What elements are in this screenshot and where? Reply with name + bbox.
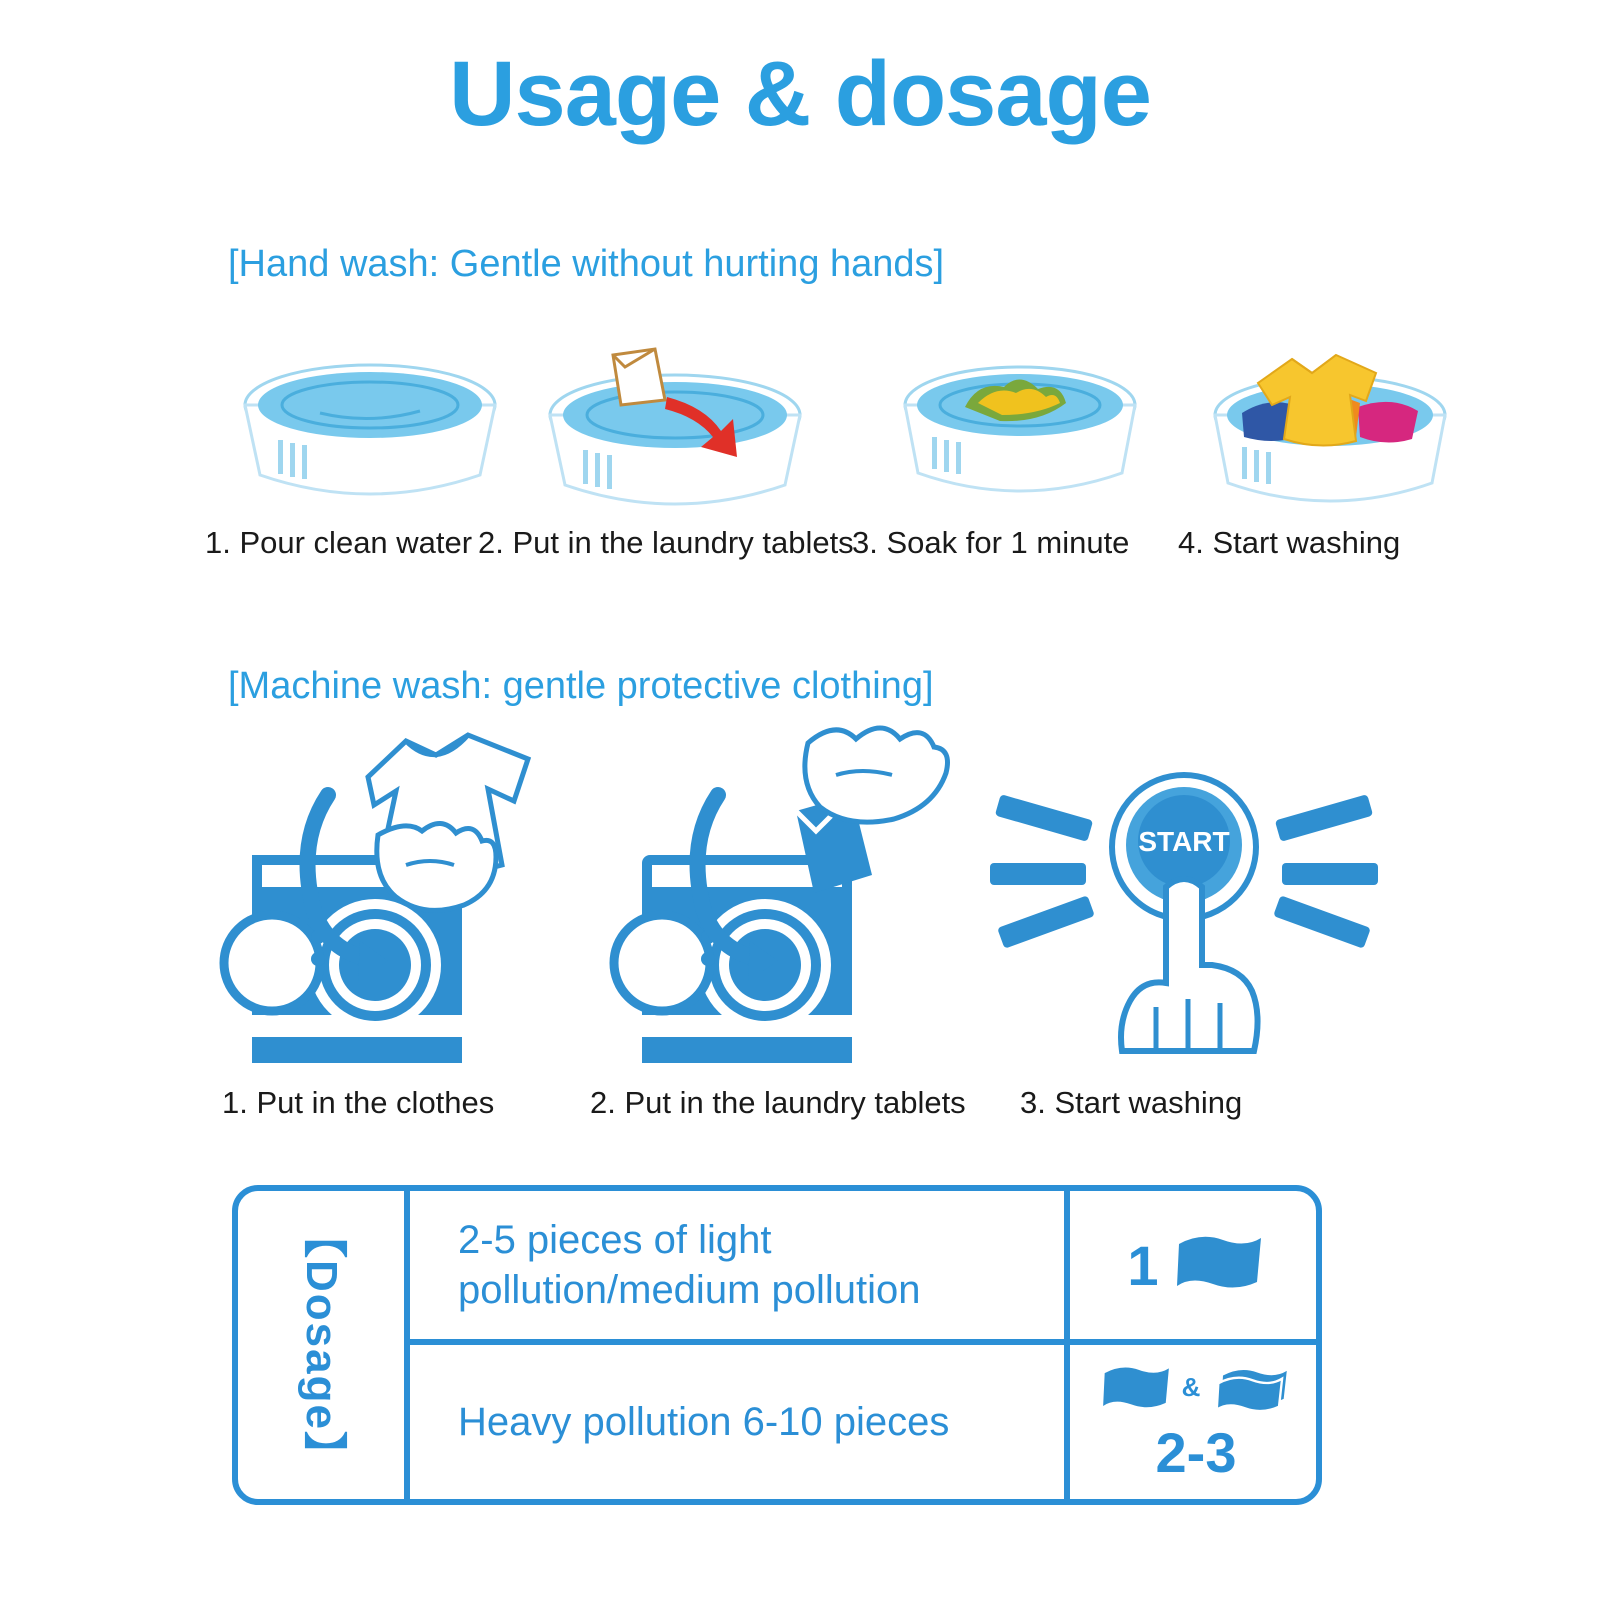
start-button-press-icon [990, 715, 1380, 1090]
dosage-row-2-quantity: 2-3 [1155, 1420, 1237, 1484]
dosage-table [232, 1185, 1322, 1505]
machine-wash-heading: [Machine wash: gentle protective clothing] [228, 665, 934, 707]
dosage-row-2-quantity-cell [1076, 1345, 1316, 1499]
machine-step-1-caption: 1. Put in the clothes [222, 1085, 495, 1120]
machine-step-2-caption: 2. Put in the laundry tablets [590, 1085, 966, 1120]
dosage-rows [410, 1191, 1316, 1499]
multi-tablet-icon [1100, 1360, 1293, 1416]
table-row [410, 1191, 1316, 1345]
hand-step-1-caption: 1. Pour clean water [205, 525, 473, 560]
machine-step-3 [990, 715, 1380, 1085]
dosage-label-cell [238, 1191, 410, 1499]
basin-washing-clothes-icon [1180, 345, 1480, 525]
dosage-row-2-separator: & [1181, 1372, 1201, 1402]
washer-add-tablet-icon [600, 715, 990, 1090]
dosage-label: 【Dosage】 [297, 1213, 346, 1477]
start-button-label: START [1138, 826, 1230, 857]
dosage-row-1-quantity-cell [1076, 1191, 1316, 1339]
basin-soak-clothes-icon [870, 345, 1170, 525]
machine-step-2 [600, 715, 990, 1085]
table-row [410, 1345, 1316, 1499]
single-tablet-icon [1173, 1230, 1265, 1301]
dosage-row-1-quantity: 1 [1127, 1233, 1159, 1297]
hand-step-3-caption: 3. Soak for 1 minute [852, 525, 1130, 560]
machine-wash-steps [180, 705, 1470, 1085]
page-title: Usage & dosage [449, 43, 1151, 145]
machine-step-1 [210, 715, 600, 1085]
dosage-row-1-description: 2-5 pieces of light pollution/medium pollution [410, 1191, 1070, 1339]
machine-step-3-caption: 3. Start washing [1020, 1085, 1243, 1120]
basin-water-icon [220, 345, 520, 525]
dosage-row-2-icon-stack [1100, 1360, 1293, 1485]
hand-step-4-caption: 4. Start washing [1178, 525, 1401, 560]
washer-load-clothes-icon [210, 715, 600, 1090]
basin-tablet-drop-icon [525, 345, 825, 525]
hand-step-2-caption: 2. Put in the laundry tablets [478, 525, 854, 560]
dosage-row-2-description: Heavy pollution 6-10 pieces [410, 1345, 1070, 1499]
hand-wash-heading: [Hand wash: Gentle without hurting hands] [228, 243, 945, 285]
